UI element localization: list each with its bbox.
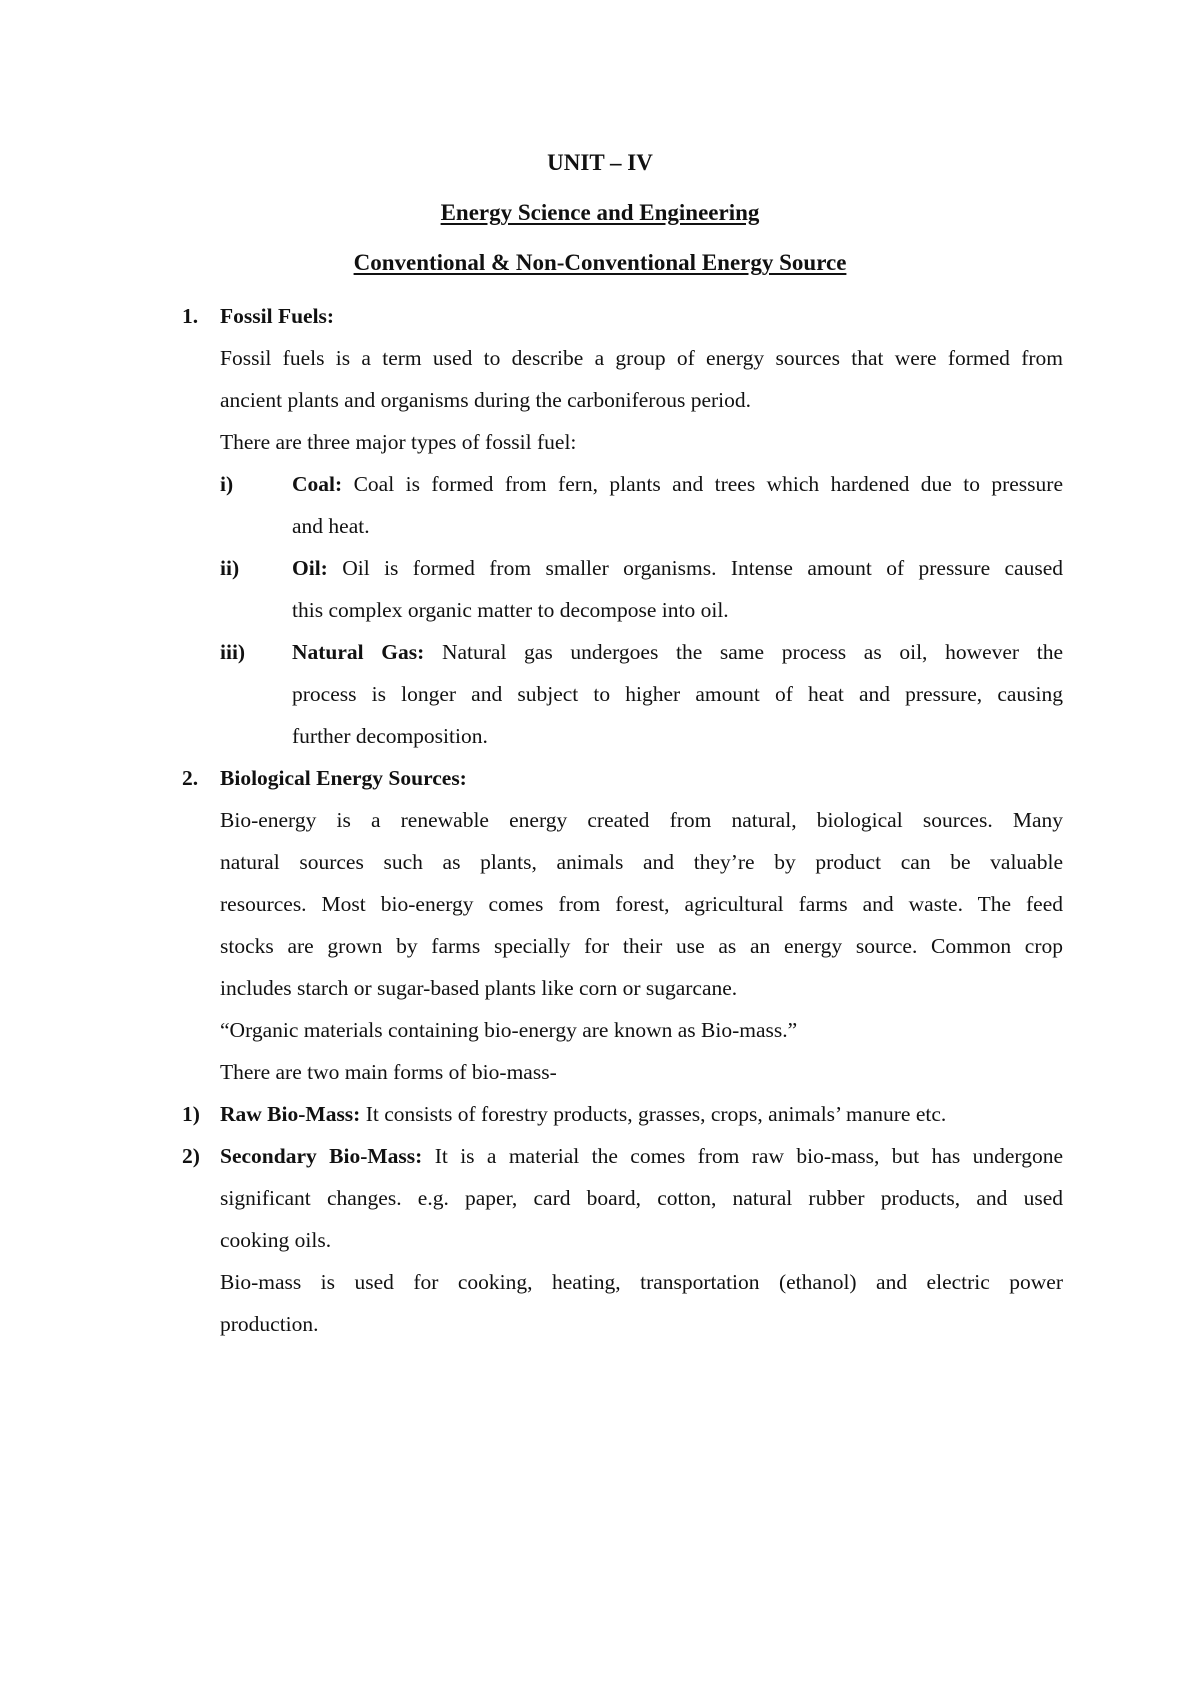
list-item-raw-biomass [220,1101,946,1127]
unit-heading: UNIT – IV [547,150,653,175]
section-2-number: 2. [182,766,199,790]
section-2-para-line: includes starch or sugar-based plants like corn or sugarcane. [220,976,738,1000]
item-text-continued: significant changes. e.g. paper, card board, cotton, natural rubber products, and used [220,1186,1063,1210]
item-text: Coal is formed from fern, plants and trees which hardened due to pressure [353,472,1063,496]
item-text-continued: cooking oils. [220,1228,332,1252]
term-label: Oil: [292,556,328,580]
document-title: Energy Science and Engineering [440,200,760,225]
list-marker: i) [220,472,234,496]
item-text: It is a material the comes from raw bio-mass, but has undergone [434,1144,1063,1168]
list-item-secondary-biomass [220,1143,1063,1169]
item-text: Oil is formed from smaller organisms. Intense amount of pressure caused [342,556,1064,580]
list-marker: iii) [220,640,246,664]
list-item-coal [292,471,1063,497]
section-1-para-line: ancient plants and organisms during the carboniferous period. [220,388,751,412]
item-text-continued: and heat. [292,514,370,538]
item-text-continued: process is longer and subject to higher amount of heat and pressure, causing [292,682,1063,706]
document-subtitle: Conventional & Non-Conventional Energy Source [353,250,847,275]
list-marker: 2) [182,1144,200,1168]
section-2-para-line: natural sources such as plants, animals and they’re by product can be valuable [220,850,1063,874]
section-2-heading: Biological Energy Sources: [220,766,467,790]
term-label: Coal: [292,472,343,496]
biomass-quote: “Organic materials containing bio-energy are known as Bio-mass.” [220,1018,798,1042]
section-1-intro: There are three major types of fossil fuel: [220,430,577,454]
list-item-natural-gas [292,639,1063,665]
section-1-para-line: Fossil fuels is a term used to describe a group of energy sources that were formed from [220,346,1063,370]
item-text-continued: further decomposition. [292,724,488,748]
list-marker: 1) [182,1102,200,1126]
item-text: It consists of forestry products, grasses, crops, animals’ manure etc. [365,1102,947,1126]
term-label: Natural Gas: [292,640,425,664]
term-label: Raw Bio-Mass: [220,1102,361,1126]
term-label: Secondary Bio-Mass: [220,1144,423,1168]
closing-line: Bio-mass is used for cooking, heating, transportation (ethanol) and electric power [220,1270,1063,1294]
section-1-number: 1. [182,304,199,328]
item-text: Natural gas undergoes the same process as oil, however the [441,640,1063,664]
section-2-para-line: stocks are grown by farms specially for their use as an energy source. Common crop [220,934,1063,958]
closing-line: production. [220,1312,319,1336]
list-item-oil [292,555,1063,581]
section-2-para-line: Bio-energy is a renewable energy created from natural, biological sources. Many [220,808,1063,832]
biomass-forms-intro: There are two main forms of bio-mass- [220,1060,557,1084]
list-marker: ii) [220,556,240,580]
section-2-para-line: resources. Most bio-energy comes from forest, agricultural farms and waste. The feed [220,892,1063,916]
section-1-heading: Fossil Fuels: [220,304,335,328]
item-text-continued: this complex organic matter to decompose into oil. [292,598,729,622]
